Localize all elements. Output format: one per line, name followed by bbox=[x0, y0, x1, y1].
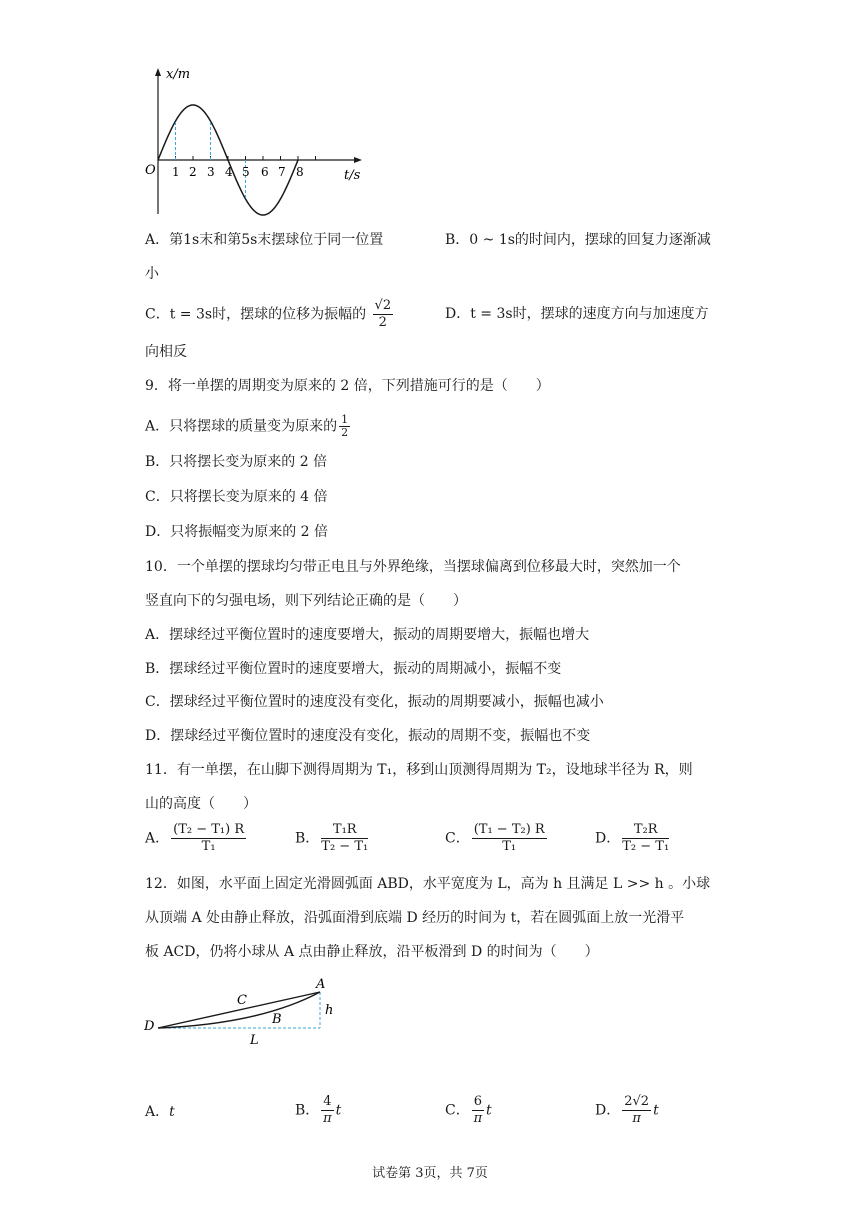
displacement-time-graph bbox=[140, 62, 370, 222]
page-footer: 试卷第 3页，共 7页 bbox=[372, 1166, 488, 1181]
q9-option-d: D．只将振幅变为原来的 2 倍 bbox=[145, 524, 329, 540]
point-a-label: A bbox=[316, 977, 326, 992]
q8-option-d-wrap: 向相反 bbox=[145, 344, 187, 360]
point-b-label: B bbox=[272, 1012, 282, 1027]
q10-option-a: A．摆球经过平衡位置时的速度要增大，振动的周期要增大，振幅也增大 bbox=[145, 627, 590, 643]
arc-plank-figure bbox=[140, 972, 350, 1052]
q11-option-b: B． $\frac{\text{T₁R}}{\text{T₂ − T₁}}$ bbox=[295, 822, 369, 854]
q10-option-b: B．摆球经过平衡位置时的速度要增大，振动的周期减小，振幅不变 bbox=[145, 661, 562, 677]
q12-stem-2: 从顶端 A 处由静止释放，沿弧面滑到底端 D 经历的时间为 t，若在圆弧面上放一光滑平 bbox=[145, 910, 685, 926]
q12-option-d: D． $\frac{2√2}{\pi}$ t bbox=[595, 1094, 659, 1126]
point-d-label: D bbox=[144, 1019, 155, 1034]
q9-stem: 9．将一单摆的周期变为原来的 2 倍，下列措施可行的是（ ） bbox=[145, 378, 550, 394]
q11-stem-1: 11．有一单摆，在山脚下测得周期为 T₁，移到山顶测得周期为 T₂，设地球半径为 R，则 bbox=[145, 762, 693, 778]
tick-label-6: 6 bbox=[261, 165, 269, 179]
tick-label-8: 8 bbox=[296, 165, 304, 179]
tick-label-3: 3 bbox=[207, 165, 215, 179]
q12-option-b: B． $\frac{4}{\pi}$ t bbox=[295, 1094, 342, 1126]
q8-option-b-wrap: 小 bbox=[145, 266, 159, 282]
tick-label-1: 1 bbox=[172, 165, 180, 179]
q11-stem-2: 山的高度（ ） bbox=[145, 796, 257, 812]
q10-stem-2: 竖直向下的匀强电场，则下列结论正确的是（ ） bbox=[145, 593, 467, 609]
origin-label: O bbox=[145, 163, 156, 178]
tick-label-7: 7 bbox=[278, 165, 286, 179]
q10-option-c: C．摆球经过平衡位置时的速度没有变化，振动的周期要减小，振幅也减小 bbox=[145, 694, 604, 710]
q9-option-b: B．只将摆长变为原来的 2 倍 bbox=[145, 454, 328, 470]
q11-option-d: D． $\frac{\text{T₂R}}{\text{T₂ − T₁}}$ bbox=[595, 822, 670, 854]
q10-stem-1: 10．一个单摆的摆球均匀带正电且与外界绝缘，当摆球偏离到位移最大时，突然加一个 bbox=[145, 559, 681, 575]
q12-stem-1: 12．如图，水平面上固定光滑圆弧面 ABD，水平宽度为 L，高为 h 且满足 L >> h 。小球 bbox=[145, 876, 711, 892]
width-label: L bbox=[250, 1033, 259, 1048]
q12-stem-3: 板 ACD，仍将小球从 A 点由静止释放，沿平板滑到 D 的时间为（ ） bbox=[145, 944, 599, 960]
y-axis-label: x/m bbox=[166, 67, 191, 82]
q8-option-a: A．第1s末和第5s末摆球位于同一位置 bbox=[145, 232, 384, 248]
q8-option-b: B．0 ~ 1s的时间内，摆球的回复力逐渐减 bbox=[445, 232, 711, 248]
x-axis-label: t/s bbox=[344, 168, 361, 183]
tick-label-4: 4 bbox=[225, 165, 233, 179]
height-label: h bbox=[325, 1003, 334, 1018]
q9-option-c: C．只将摆长变为原来的 4 倍 bbox=[145, 489, 328, 505]
q12-option-c: C． $\frac{6}{\pi}$ t bbox=[445, 1094, 492, 1126]
tick-label-5: 5 bbox=[242, 165, 250, 179]
tick-label-2: 2 bbox=[189, 165, 197, 179]
q8-option-c: C．t = 3s时，摆球的位移为振幅的 $\frac{√2}{2}$ bbox=[145, 298, 392, 330]
q12-option-a: A．t bbox=[145, 1104, 175, 1120]
point-c-label: C bbox=[237, 993, 247, 1008]
q10-option-d: D．摆球经过平衡位置时的速度没有变化，振动的周期不变，振幅也不变 bbox=[145, 728, 591, 744]
q8-option-d: D．t = 3s时，摆球的速度方向与加速度方 bbox=[445, 306, 709, 322]
q9-option-a: A．只将摆球的质量变为原来的 $\frac{1}{2}$ bbox=[145, 413, 349, 439]
q11-option-c: C． $\frac{\text{(T₁ − T₂) R}}{\text{T₁}}$ bbox=[445, 822, 545, 854]
q11-option-a: A． $\frac{\text{(T₂ − T₁) R}}{\text{T₁}}$ bbox=[145, 822, 245, 854]
